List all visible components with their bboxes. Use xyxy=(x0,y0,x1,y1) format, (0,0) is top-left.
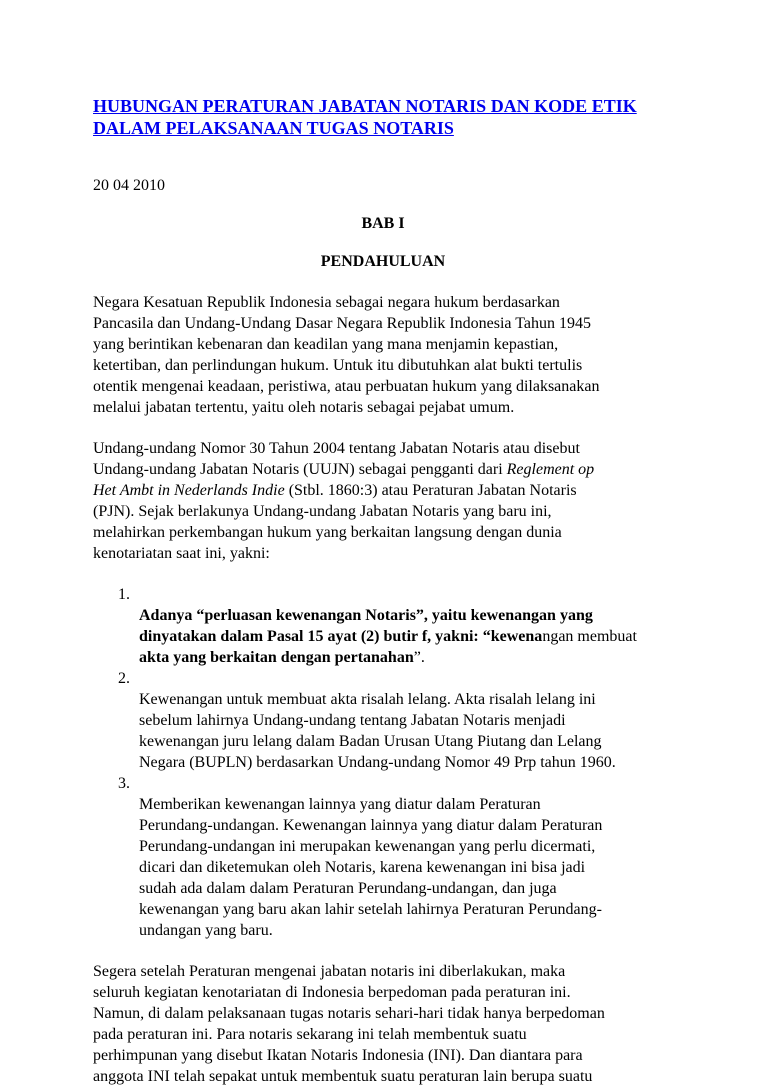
list-item-text: ngan membuat xyxy=(542,628,637,645)
section-heading: PENDAHULUAN xyxy=(320,253,446,270)
paragraph-2-text-b: (Stbl. 1860:3) atau Peraturan Jabatan Notaris (PJN). Sejak berlakunya Undang-undang Jabatan Notaris yang baru ini, melahirkan perkembangan hukum yang berkaitan langsung dengan dunia kenotariatan saat ini, yakni: xyxy=(93,482,577,562)
list-item xyxy=(93,773,673,941)
list-item-end: ”. xyxy=(413,649,425,666)
list-item xyxy=(93,584,673,668)
paragraph-2-text-a: Undang-undang Nomor 30 Tahun 2004 tentang Jabatan Notaris atau disebut Undang-undang Jabatan Notaris (UUJN) sebagai pengganti dari xyxy=(93,440,580,478)
chapter-heading: BAB I xyxy=(361,215,405,232)
numbered-list xyxy=(93,584,673,941)
paragraph-1: Negara Kesatuan Republik Indonesia sebagai negara hukum berdasarkan Pancasila dan Undang-Undang Dasar Negara Republik Indonesia Tahun 1945 yang berintikan kebenaran dan keadilan yang mana menjamin kepastian, ketertiban, dan perlindungan hukum. Untuk itu dibutuhkan alat bukti tertulis otentik mengenai keadaan, peristiwa, atau perbuatan hukum yang dilaksanakan melalui jabatan tertentu, yaitu oleh notaris sebagai pejabat umum. xyxy=(93,294,600,416)
paragraph-3: Segera setelah Peraturan mengenai jabatan notaris ini diberlakukan, maka seluruh kegiatan kenotariatan di Indonesia berpedoman pada peraturan ini. Namun, di dalam pelaksanaan tugas notaris sehari-hari tidak hanya berpedoman pada peraturan ini. Para notaris sekarang ini telah membentuk suatu perhimpunan yang disebut Ikatan Notaris Indonesia (INI). Dan diantara para anggota INI telah sepakat untuk membentuk suatu peraturan lain berupa suatu xyxy=(93,963,605,1085)
list-item-number: 3. xyxy=(118,775,130,792)
document-page xyxy=(93,95,673,1087)
article-date: 20 04 2010 xyxy=(93,177,165,194)
list-item-number: 2. xyxy=(118,670,130,687)
article-title-link[interactable]: HUBUNGAN PERATURAN JABATAN NOTARIS DAN KODE ETIK DALAM PELAKSANAAN TUGAS NOTARIS xyxy=(93,96,637,138)
list-item-bold-tail: akta yang berkaitan dengan pertanahan xyxy=(139,649,414,666)
list-item xyxy=(93,668,673,773)
list-item-text: Kewenangan untuk membuat akta risalah lelang. Akta risalah lelang ini sebelum lahirnya Undang-undang tentang Jabatan Notaris menjadi kewenangan juru lelang dalam Badan Urusan Utang Piutang dan Lelang Negara (BUPLN) berdasarkan Undang-undang Nomor 49 Prp tahun 1960. xyxy=(139,691,616,771)
list-item-text: Memberikan kewenangan lainnya yang diatur dalam Peraturan Perundang-undangan. Kewenangan lainnya yang diatur dalam Peraturan Perundang-undangan ini merupakan kewenangan yang perlu dicermati, dicari dan diketemukan oleh Notaris, karena kewenangan ini bisa jadi sudah ada dalam dalam Peraturan Perundang-undangan, dan juga kewenangan yang baru akan lahir setelah lahirnya Peraturan Perundang- undangan yang baru. xyxy=(139,796,603,939)
paragraph-2-italic-title: Reglement op Het Ambt in Nederlands Indie xyxy=(93,461,595,499)
paragraph-2 xyxy=(93,438,673,564)
list-item-bold-text: Adanya “perluasan kewenangan Notaris”, yaitu kewenangan yang dinyatakan dalam Pasal 15 ayat (2) butir f, yakni: “kewena xyxy=(139,607,593,645)
list-item-number: 1. xyxy=(118,586,130,603)
